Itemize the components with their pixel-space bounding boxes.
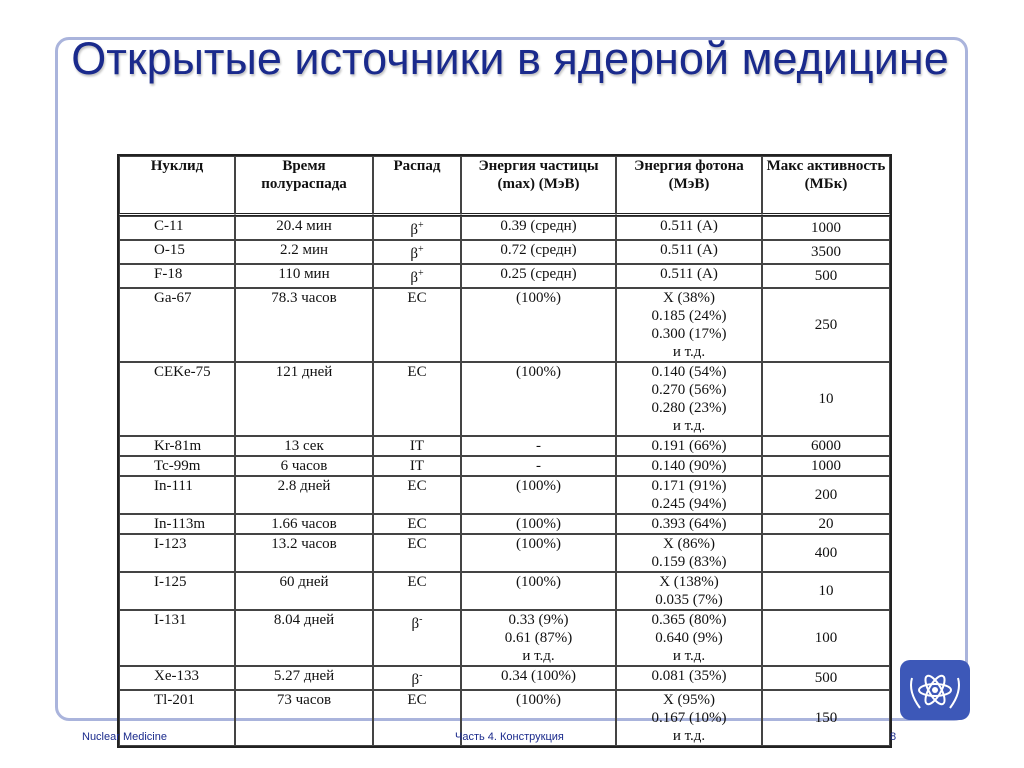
table-row (119, 666, 890, 690)
cell-max-activity: 200 (762, 476, 890, 514)
cell-half-life: 121 дней (235, 362, 373, 436)
cell-photon-energy: 0.511 (A) (616, 240, 762, 264)
cell-particle-energy: 0.25 (средн) (461, 264, 616, 288)
table-row (119, 456, 890, 476)
cell-max-activity: 500 (762, 666, 890, 690)
cell-particle-energy: - (461, 456, 616, 476)
table-row (119, 264, 890, 288)
header-max-activity: Макс активность (МБк) (762, 156, 890, 216)
cell-decay: IT (373, 436, 461, 456)
cell-photon-energy: 0.140 (90%) (616, 456, 762, 476)
cell-nuclide: Kr-81m (119, 436, 235, 456)
cell-half-life: 78.3 часов (235, 288, 373, 362)
cell-particle-energy: (100%) (461, 690, 616, 746)
cell-nuclide: Tl-201 (119, 690, 235, 746)
cell-half-life: 13 сек (235, 436, 373, 456)
cell-nuclide: I-131 (119, 610, 235, 666)
cell-half-life: 2.2 мин (235, 240, 373, 264)
cell-particle-energy: (100%) (461, 288, 616, 362)
cell-max-activity: 10 (762, 572, 890, 610)
cell-half-life: 6 часов (235, 456, 373, 476)
cell-max-activity: 250 (762, 288, 890, 362)
cell-half-life: 13.2 часов (235, 534, 373, 572)
cell-particle-energy: - (461, 436, 616, 456)
cell-half-life: 110 мин (235, 264, 373, 288)
cell-photon-energy: X (86%) 0.159 (83%) (616, 534, 762, 572)
cell-decay: β- (373, 666, 461, 690)
cell-particle-energy: (100%) (461, 572, 616, 610)
cell-decay: β+ (373, 264, 461, 288)
cell-decay: EC (373, 690, 461, 746)
cell-particle-energy: (100%) (461, 476, 616, 514)
cell-particle-energy: 0.72 (средн) (461, 240, 616, 264)
cell-max-activity: 20 (762, 514, 890, 534)
cell-decay: β- (373, 610, 461, 666)
cell-photon-energy: 0.191 (66%) (616, 436, 762, 456)
cell-decay: EC (373, 514, 461, 534)
cell-nuclide: Xe-133 (119, 666, 235, 690)
cell-photon-energy: X (138%) 0.035 (7%) (616, 572, 762, 610)
cell-max-activity: 3500 (762, 240, 890, 264)
table-row (119, 216, 890, 240)
cell-half-life: 8.04 дней (235, 610, 373, 666)
cell-max-activity: 1000 (762, 216, 890, 240)
cell-photon-energy: 0.081 (35%) (616, 666, 762, 690)
cell-decay: EC (373, 476, 461, 514)
cell-half-life: 2.8 дней (235, 476, 373, 514)
cell-photon-energy: X (38%) 0.185 (24%) 0.300 (17%) и т.д. (616, 288, 762, 362)
cell-half-life: 5.27 дней (235, 666, 373, 690)
cell-decay: β+ (373, 216, 461, 240)
header-half-life: Время полураспада (235, 156, 373, 216)
table-row (119, 572, 890, 610)
header-particle-energy: Энергия частицы (max) (МэВ) (461, 156, 616, 216)
cell-particle-energy: 0.39 (средн) (461, 216, 616, 240)
cell-decay: EC (373, 572, 461, 610)
table-row (119, 610, 890, 666)
cell-max-activity: 400 (762, 534, 890, 572)
cell-photon-energy: 0.171 (91%) 0.245 (94%) (616, 476, 762, 514)
table-row (119, 362, 890, 436)
table-row (119, 476, 890, 514)
footer-section: Часть 4. Конструкция (455, 731, 564, 743)
cell-nuclide: I-123 (119, 534, 235, 572)
header-photon-energy: Энергия фотона (МэВ) (616, 156, 762, 216)
cell-max-activity: 500 (762, 264, 890, 288)
cell-nuclide: I-125 (119, 572, 235, 610)
cell-decay: β+ (373, 240, 461, 264)
cell-photon-energy: 0.393 (64%) (616, 514, 762, 534)
cell-max-activity: 150 (762, 690, 890, 746)
cell-particle-energy: 0.33 (9%) 0.61 (87%) и т.д. (461, 610, 616, 666)
table-row (119, 240, 890, 264)
cell-decay: EC (373, 534, 461, 572)
cell-nuclide: Tc-99m (119, 456, 235, 476)
cell-half-life: 73 часов (235, 690, 373, 746)
header-decay: Распад (373, 156, 461, 216)
cell-max-activity: 100 (762, 610, 890, 666)
cell-photon-energy: 0.140 (54%) 0.270 (56%) 0.280 (23%) и т.д. (616, 362, 762, 436)
cell-nuclide: C-11 (119, 216, 235, 240)
cell-nuclide: In-111 (119, 476, 235, 514)
cell-decay: EC (373, 288, 461, 362)
cell-decay: IT (373, 456, 461, 476)
cell-decay: EC (373, 362, 461, 436)
cell-photon-energy: 0.511 (A) (616, 264, 762, 288)
nuclide-table (117, 154, 892, 748)
cell-half-life: 60 дней (235, 572, 373, 610)
cell-max-activity: 1000 (762, 456, 890, 476)
cell-nuclide: In-113m (119, 514, 235, 534)
cell-particle-energy: (100%) (461, 362, 616, 436)
cell-half-life: 1.66 часов (235, 514, 373, 534)
table-row (119, 436, 890, 456)
cell-photon-energy: 0.365 (80%) 0.640 (9%) и т.д. (616, 610, 762, 666)
table-row (119, 514, 890, 534)
cell-max-activity: 10 (762, 362, 890, 436)
slide-title: Открытые источники в ядерной медицине (71, 33, 949, 84)
cell-nuclide: F-18 (119, 264, 235, 288)
cell-photon-energy: X (95%) 0.167 (10%) и т.д. (616, 690, 762, 746)
table-row (119, 534, 890, 572)
cell-particle-energy: (100%) (461, 534, 616, 572)
cell-max-activity: 6000 (762, 436, 890, 456)
table-header-row (119, 156, 890, 216)
table-row (119, 288, 890, 362)
atom-laurel-icon (900, 660, 970, 720)
cell-nuclide: CEKe-75 (119, 362, 235, 436)
cell-photon-energy: 0.511 (A) (616, 216, 762, 240)
cell-nuclide: Ga-67 (119, 288, 235, 362)
footer-page-number: 8 (890, 731, 897, 743)
cell-nuclide: O-15 (119, 240, 235, 264)
cell-particle-energy: (100%) (461, 514, 616, 534)
cell-particle-energy: 0.34 (100%) (461, 666, 616, 690)
footer-course: Nuclear Medicine (82, 731, 167, 743)
cell-half-life: 20.4 мин (235, 216, 373, 240)
header-nuclide: Нуклид (119, 156, 235, 216)
